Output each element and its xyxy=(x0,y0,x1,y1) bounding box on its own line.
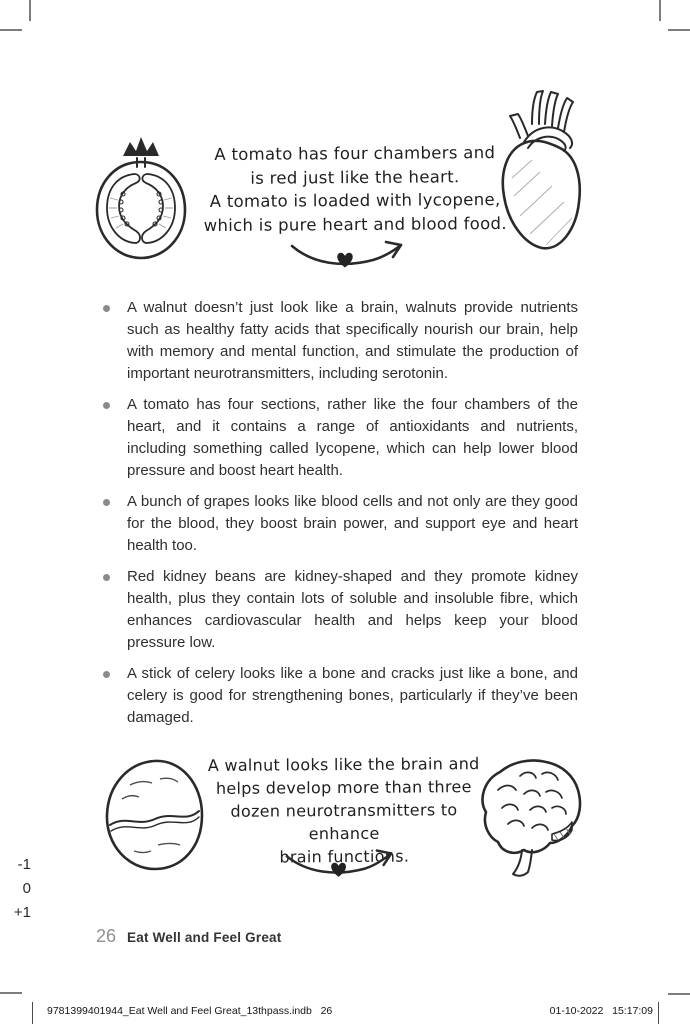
list-item xyxy=(100,663,578,729)
brain-gyri xyxy=(498,772,566,830)
bullet-dot xyxy=(103,305,110,312)
caption-line: A walnut looks like the brain and xyxy=(207,754,480,775)
bullet-dot xyxy=(103,671,110,678)
book-title: Eat Well and Feel Great xyxy=(127,930,282,945)
heart-icon xyxy=(337,253,352,268)
list-item xyxy=(100,297,578,385)
slug-left-tick xyxy=(32,1002,33,1024)
tomato-caption xyxy=(202,141,509,237)
margin-proof-marks xyxy=(0,853,31,925)
bullet-text: A bunch of grapes looks like blood cells and not only are they good for the blood, they boost brain power, and support eye and heart health too. xyxy=(127,493,578,554)
caption-line: is red just like the heart. xyxy=(250,166,460,188)
heart-illustration xyxy=(490,86,588,264)
caption-line: which is pure heart and blood food. xyxy=(203,213,507,235)
bullet-text: A tomato has four sections, rather like the four chambers of the heart, and it contains a range of antioxidants and nutrients, including something called lycopene, which can help lower blood pressure and boost heart health. xyxy=(127,396,578,479)
bullet-dot xyxy=(103,402,110,409)
list-item xyxy=(100,491,578,557)
proof-mark: 0 xyxy=(22,880,31,897)
tomato-seeds xyxy=(119,192,163,226)
caption-line: A tomato is loaded with lycopene, xyxy=(209,189,501,212)
caption-line: brain functions. xyxy=(279,846,410,867)
caption-line: A tomato has four chambers and xyxy=(214,143,496,164)
tomato-illustration xyxy=(90,132,192,264)
walnut-shell xyxy=(107,761,202,869)
crop-mark-top-right-horizontal xyxy=(668,29,690,31)
page-footer xyxy=(96,926,281,947)
print-slug-left: 9781399401944_Eat Well and Feel Great_13thpass.indb 26 xyxy=(47,1005,333,1017)
slug-right-tick xyxy=(658,1002,659,1024)
tomato-calyx xyxy=(123,137,159,156)
walnut-illustration xyxy=(98,755,210,877)
proof-mark: +1 xyxy=(13,904,31,921)
bullet-text: A stick of celery looks like a bone and cracks just like a bone, and celery is good for strengthening bones, particularly if they’ve been damaged. xyxy=(127,665,578,726)
crop-mark-bottom-left-horizontal xyxy=(0,992,22,994)
crop-mark-top-right-vertical xyxy=(659,0,661,21)
heart-body xyxy=(503,141,580,249)
arrow-doodle-bottom xyxy=(283,843,398,883)
crop-mark-top-left-horizontal xyxy=(0,29,22,31)
bullet-text: Red kidney beans are kidney-shaped and they promote kidney health, plus they contain lots of soluble and insoluble fibre, which enhances cardiovascular health and helps keep your blood pressure low. xyxy=(127,568,578,651)
bullet-text: A walnut doesn’t just look like a brain, walnuts provide nutrients such as healthy fatty acids that specifically nourish our brain, help with memory and mental function, and stimulate the production of important neurotransmitters, including serotonin. xyxy=(127,299,578,382)
tomato-skin xyxy=(97,162,185,258)
print-slug-right: 01-10-2022 15:17:09 xyxy=(549,1005,653,1017)
caption-line: dozen neurotransmitters to enhance xyxy=(230,800,458,844)
bullet-dot xyxy=(103,499,110,506)
bullet-dot xyxy=(103,574,110,581)
heart-hatching xyxy=(512,160,572,245)
list-item xyxy=(100,394,578,482)
caption-line: helps develop more than three xyxy=(215,777,472,798)
crop-mark-bottom-right-horizontal xyxy=(668,993,690,995)
brain-illustration xyxy=(468,750,586,878)
crop-mark-top-left-vertical xyxy=(29,0,31,21)
brain-outline xyxy=(482,760,580,852)
proof-mark: -1 xyxy=(17,856,31,873)
page-number: 26 xyxy=(96,926,117,946)
bullet-list xyxy=(100,297,578,738)
heart-icon xyxy=(331,863,346,877)
list-item xyxy=(100,566,578,654)
arrow-doodle-top xyxy=(288,236,408,274)
